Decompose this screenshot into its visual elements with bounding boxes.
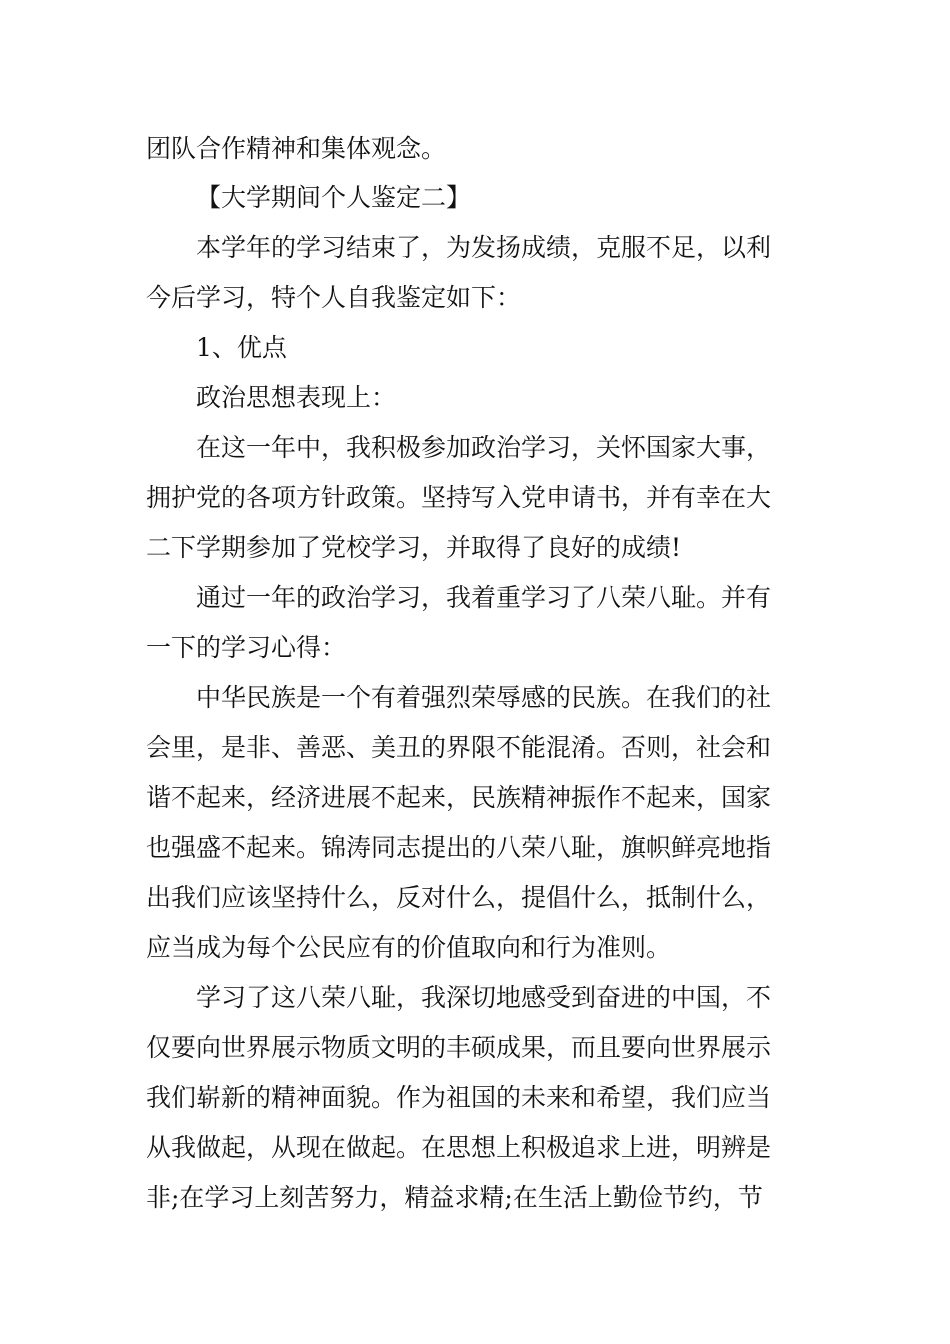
text-line: 二下学期参加了党校学习，并取得了良好的成绩! [146, 533, 682, 562]
text-line: 今后学习，特个人自我鉴定如下： [146, 283, 522, 312]
section-heading: 【大学期间个人鉴定二】 [196, 183, 472, 212]
text-line: 团队合作精神和集体观念。 [146, 134, 447, 163]
text-line: 拥护党的各项方针政策。坚持写入党申请书，并有幸在大 [146, 483, 772, 512]
text-line: 谐不起来，经济进展不起来，民族精神振作不起来，国家 [146, 783, 772, 812]
text-line: 会里，是非、善恶、美丑的界限不能混淆。否则，社会和 [146, 733, 772, 762]
text-line: 学习了这八荣八耻，我深切地感受到奋进的中国，不 [196, 983, 772, 1012]
list-heading: 1、优点 [196, 333, 287, 362]
text-line: 仅要向世界展示物质文明的丰硕成果，而且要向世界展示 [146, 1033, 772, 1062]
text-line: 一下的学习心得： [146, 633, 347, 662]
text-line: 应当成为每个公民应有的价值取向和行为准则。 [146, 933, 672, 962]
text-line: 本学年的学习结束了，为发扬成绩，克服不足，以利 [196, 233, 772, 262]
text-line: 通过一年的政治学习，我着重学习了八荣八耻。并有 [196, 583, 772, 612]
text-line: 出我们应该坚持什么，反对什么，提倡什么，抵制什么， [146, 883, 772, 912]
subheading: 政治思想表现上： [196, 383, 397, 412]
text-line: 我们崭新的精神面貌。作为祖国的未来和希望，我们应当 [146, 1083, 772, 1112]
text-line: 从我做起，从现在做起。在思想上积极追求上进，明辨是 [146, 1133, 772, 1162]
text-line: 中华民族是一个有着强烈荣辱感的民族。在我们的社 [196, 683, 772, 712]
text-line: 也强盛不起来。锦涛同志提出的八荣八耻，旗帜鲜亮地指 [146, 833, 772, 862]
text-line: 在这一年中，我积极参加政治学习，关怀国家大事， [196, 433, 772, 462]
text-line: 非;在学习上刻苦努力，精益求精;在生活上勤俭节约，节 [146, 1183, 763, 1212]
